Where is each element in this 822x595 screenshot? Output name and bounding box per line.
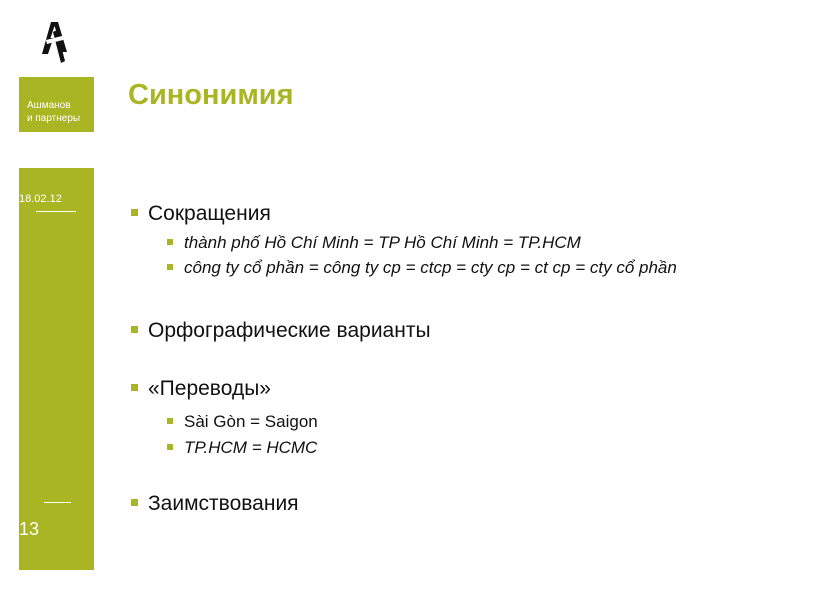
square-bullet-icon <box>131 499 138 506</box>
sub-bullet-hcmc <box>167 438 317 458</box>
square-bullet-icon <box>167 418 173 424</box>
slide-date: 18.02.12 <box>19 193 62 205</box>
page-number: 13 <box>19 519 40 539</box>
sub-bullet-text: Sài Gòn = Saigon <box>184 412 318 431</box>
sub-bullet-saigon <box>167 412 318 432</box>
divider-top <box>36 211 76 212</box>
square-bullet-icon <box>167 264 173 270</box>
bullet-abbreviations <box>131 202 271 226</box>
square-bullet-icon <box>131 209 138 216</box>
bullet-loanwords <box>131 492 299 516</box>
square-bullet-icon <box>131 326 138 333</box>
bullet-text: «Переводы» <box>148 377 271 400</box>
bullet-translations <box>131 377 271 401</box>
stylized-a-logo-icon <box>36 18 72 66</box>
sub-bullet-text: thành phố Hồ Chí Minh = TP Hồ Chí Minh = TP.HCM <box>184 233 581 252</box>
sidebar-bar <box>19 168 94 570</box>
sub-bullet-text: công ty cổ phần = công ty cp = ctcp = cty cp = ct cp = cty cổ phần <box>184 258 677 277</box>
slide-title: Синонимия <box>128 79 294 111</box>
square-bullet-icon <box>167 239 173 245</box>
square-bullet-icon <box>167 444 173 450</box>
bullet-text: Заимствования <box>148 492 299 515</box>
bullet-text: Сокращения <box>148 202 271 225</box>
square-bullet-icon <box>131 384 138 391</box>
bullet-spelling-variants <box>131 319 431 343</box>
brand-name-line-1: Ашманов <box>27 100 71 111</box>
divider-bottom <box>44 502 71 503</box>
bullet-text: Орфографические варианты <box>148 319 431 342</box>
sub-bullet-text: TP.HCM = HCMC <box>184 438 318 457</box>
sub-bullet-hcmc-city <box>167 233 581 253</box>
sub-bullet-joint-stock-company <box>167 258 677 278</box>
brand-name-line-2: и партнеры <box>27 113 81 124</box>
